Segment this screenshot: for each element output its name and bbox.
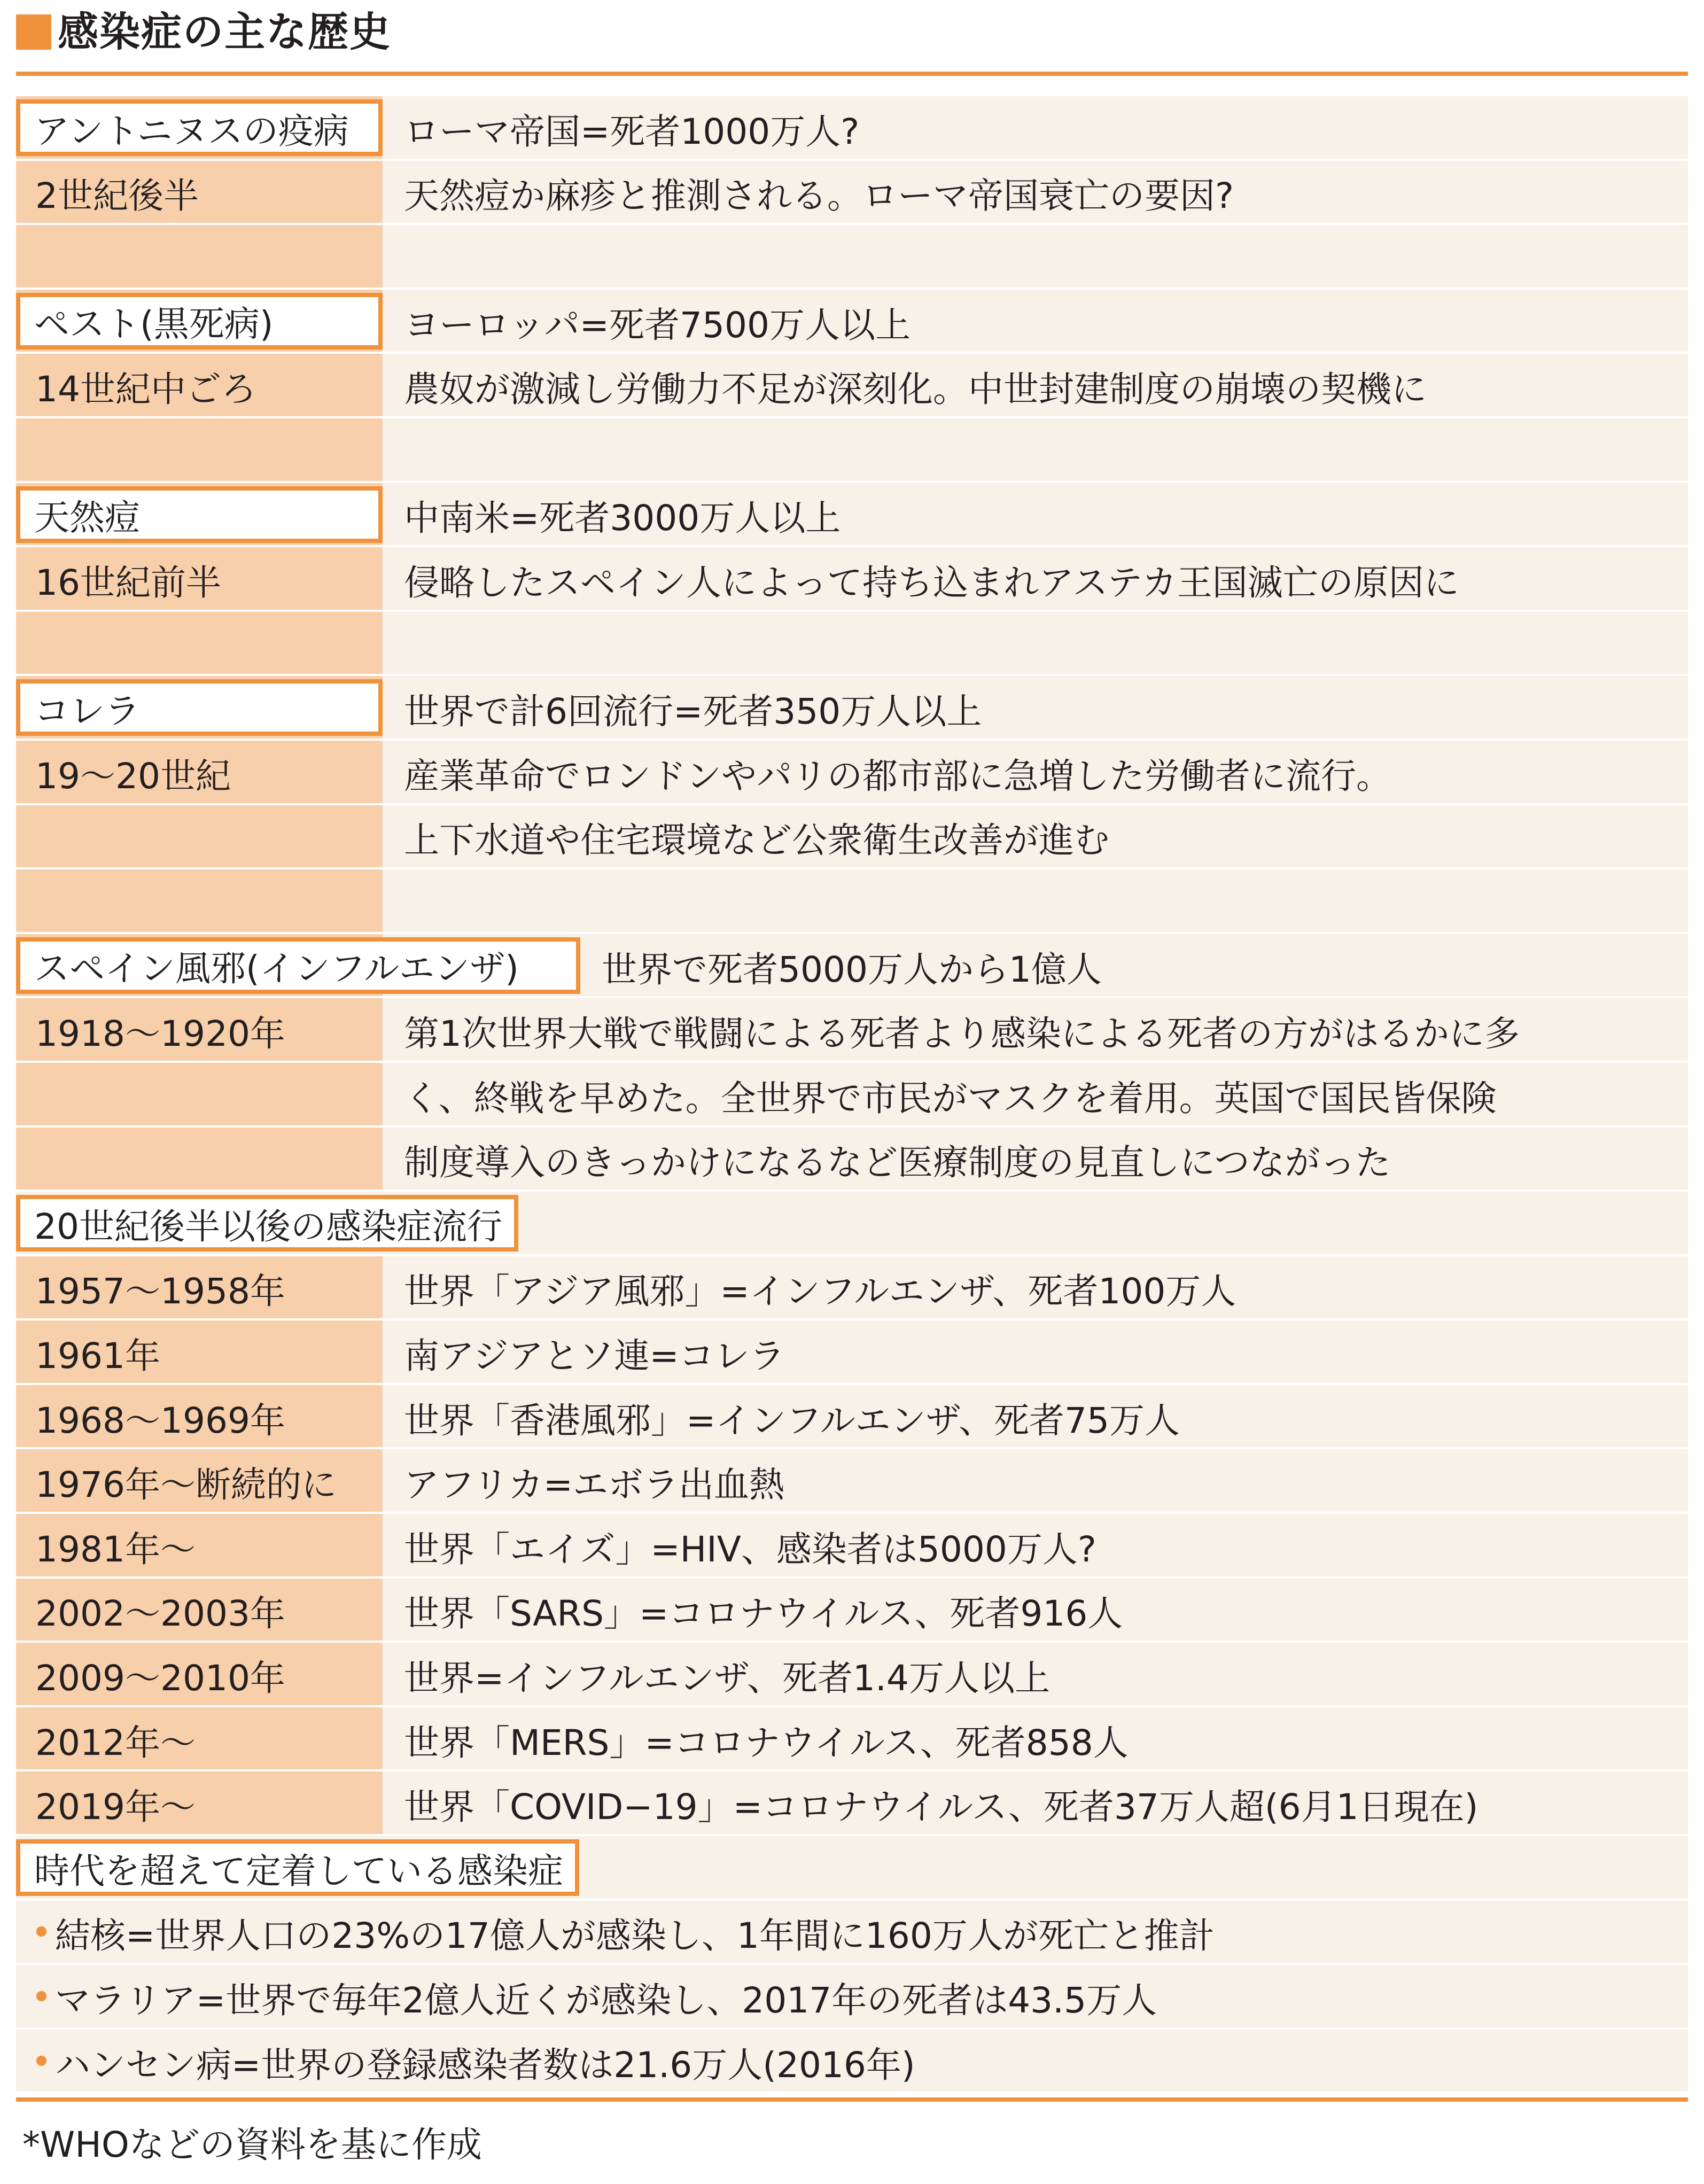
spacer-row — [16, 869, 1688, 934]
title-text: 感染症の主な歴史 — [58, 8, 391, 56]
table-row — [16, 805, 1688, 870]
disease-header-row — [16, 96, 1688, 161]
left-column-cell — [16, 225, 383, 290]
description-cell: 産業革命でロンドンやパリの都市部に急増した労働者に流行。 — [404, 755, 1391, 797]
table-row — [16, 1128, 1688, 1192]
section-title: 20世紀後半以後の感染症流行 — [16, 1195, 518, 1252]
spacer-row — [16, 225, 1688, 290]
disease-summary: ヨーロッパ=死者7500万人以上 — [404, 304, 911, 346]
left-column-cell — [16, 418, 383, 483]
section-title: 時代を超えて定着している感染症 — [16, 1839, 579, 1896]
period-cell: 1957〜1958年 — [35, 1271, 285, 1312]
disease-name-label: ペスト(黒死病) — [16, 293, 383, 349]
period-cell: 2世紀後半 — [35, 175, 199, 217]
period-cell: 2019年〜 — [35, 1786, 196, 1828]
title-marker — [16, 14, 51, 50]
description-cell: 上下水道や住宅環境など公衆衛生改善が進む — [404, 820, 1109, 861]
description-cell: 第1次世界大戦で戦闘による死者より感染による死者の方がはるかに多 — [404, 1013, 1520, 1055]
disease-name-label: コレラ — [16, 679, 383, 736]
period-cell: 19〜20世紀 — [35, 755, 231, 797]
disease-summary: 世界で計6回流行=死者350万人以上 — [404, 691, 982, 733]
page-title — [16, 0, 391, 64]
description-cell: 世界「エイズ」=HIV、感染者は5000万人? — [404, 1528, 1096, 1570]
bullet-row — [16, 1965, 1688, 2030]
left-column-cell — [16, 1128, 383, 1192]
bullet-marker: • — [31, 1977, 52, 2018]
left-column-cell — [16, 805, 383, 870]
bottom-divider — [16, 2097, 1688, 2102]
bullet-item — [31, 1901, 1215, 1965]
table-row — [16, 1707, 1688, 1772]
period-cell: 2012年〜 — [35, 1722, 196, 1763]
table-row — [16, 1771, 1688, 1836]
period-cell: 1961年 — [35, 1335, 160, 1377]
table-row — [16, 1449, 1688, 1514]
period-cell: 1968〜1969年 — [35, 1400, 285, 1441]
disease-name-label: アントニヌスの疫病 — [16, 99, 383, 156]
table-row — [16, 547, 1688, 612]
spacer-row — [16, 418, 1688, 483]
source-footnote: *WHOなどの資料を基に作成 — [22, 2124, 482, 2165]
table-row — [16, 161, 1688, 226]
period-cell: 16世紀前半 — [35, 562, 221, 603]
section-header-row — [16, 1836, 1688, 1901]
description-cell: 世界「COVID−19」=コロナウイルス、死者37万人超(6月1日現在) — [404, 1786, 1479, 1828]
bullet-item — [31, 2030, 915, 2094]
period-cell: 2002〜2003年 — [35, 1593, 285, 1635]
period-cell: 1918〜1920年 — [35, 1013, 285, 1055]
period-cell: 2009〜2010年 — [35, 1658, 285, 1699]
description-cell: 天然痘か麻疹と推測される。ローマ帝国衰亡の要因? — [404, 175, 1234, 217]
table-row — [16, 1063, 1688, 1128]
disease-name-label: 天然痘 — [16, 486, 383, 543]
table-row — [16, 1385, 1688, 1450]
disease-header-row — [16, 290, 1688, 354]
section-header-row — [16, 1192, 1688, 1256]
table-row — [16, 1514, 1688, 1579]
description-cell: 世界「アジア風邪」=インフルエンザ、死者100万人 — [404, 1271, 1236, 1312]
bullet-row — [16, 1901, 1688, 1965]
disease-header-row — [16, 483, 1688, 548]
spacer-row — [16, 612, 1688, 677]
table-row — [16, 1643, 1688, 1707]
table-row — [16, 1579, 1688, 1643]
table-row — [16, 998, 1688, 1063]
bullet-item-text: 結核=世界人口の23%の17億人が感染し、1年間に160万人が死亡と推計 — [55, 1915, 1215, 1957]
table-row — [16, 1256, 1688, 1321]
bullet-marker: • — [31, 1912, 52, 1954]
table-row — [16, 354, 1688, 418]
description-cell: 世界=インフルエンザ、死者1.4万人以上 — [404, 1658, 1051, 1699]
disease-name-label: スペイン風邪(インフルエンザ) — [16, 937, 580, 994]
top-divider — [16, 72, 1688, 76]
description-cell: 世界「香港風邪」=インフルエンザ、死者75万人 — [404, 1400, 1180, 1441]
left-column-cell — [16, 1063, 383, 1128]
description-cell: アフリカ=エボラ出血熱 — [404, 1464, 785, 1506]
table-row — [16, 741, 1688, 805]
description-cell: 南アジアとソ連=コレラ — [404, 1335, 785, 1377]
description-cell: 世界「SARS」=コロナウイルス、死者916人 — [404, 1593, 1123, 1635]
disease-header-row — [16, 676, 1688, 741]
disease-header-row — [16, 934, 1688, 999]
period-cell: 1976年〜断続的に — [35, 1464, 337, 1506]
table-row — [16, 1320, 1688, 1385]
bullet-item-text: マラリア=世界で毎年2億人近くが感染し、2017年の死者は43.5万人 — [55, 1980, 1157, 2022]
bullet-marker: • — [31, 2041, 52, 2082]
bullet-row — [16, 2030, 1688, 2094]
history-table — [16, 96, 1688, 2094]
disease-summary: 中南米=死者3000万人以上 — [404, 498, 841, 539]
bullet-item — [31, 1965, 1157, 2030]
left-column-cell — [16, 612, 383, 677]
disease-summary: ローマ帝国=死者1000万人? — [404, 111, 860, 152]
description-cell: 制度導入のきっかけになるなど医療制度の見直しにつながった — [404, 1142, 1391, 1184]
period-cell: 14世紀中ごろ — [35, 369, 256, 410]
bullet-item-text: ハンセン病=世界の登録感染者数は21.6万人(2016年) — [55, 2044, 915, 2086]
period-cell: 1981年〜 — [35, 1528, 196, 1570]
description-cell: 農奴が激減し労働力不足が深刻化。中世封建制度の崩壊の契機に — [404, 369, 1427, 410]
description-cell: く、終戦を早めた。全世界で市民がマスクを着用。英国で国民皆保険 — [404, 1077, 1497, 1119]
description-cell: 侵略したスペイン人によって持ち込まれアステカ王国滅亡の原因に — [404, 562, 1459, 603]
disease-summary: 世界で死者5000万人から1億人 — [602, 949, 1102, 990]
description-cell: 世界「MERS」=コロナウイルス、死者858人 — [404, 1722, 1129, 1763]
left-column-cell — [16, 869, 383, 934]
